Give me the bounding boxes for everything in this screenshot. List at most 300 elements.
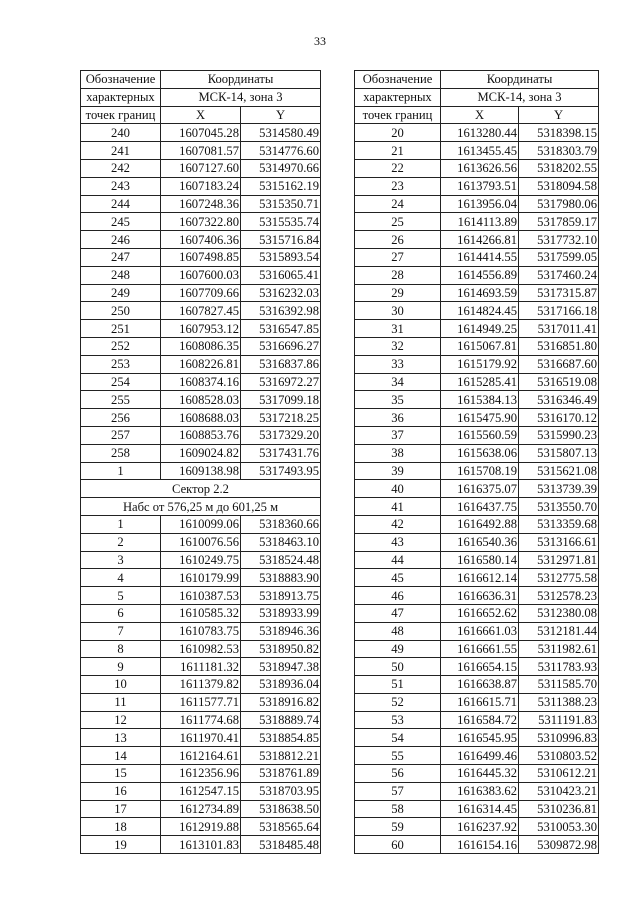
table-row — [81, 409, 321, 427]
height-range: Набс от 576,25 м до 601,25 м — [81, 498, 321, 516]
x-coordinate-cell: 1616314.45 — [441, 800, 519, 818]
x-coordinate-cell: 1607498.85 — [161, 248, 241, 266]
x-coordinate-cell: 1608528.03 — [161, 391, 241, 409]
point-number-cell: 4 — [81, 569, 161, 587]
y-coordinate-cell: 5318936.04 — [241, 676, 321, 694]
point-number-cell: 243 — [81, 177, 161, 195]
x-coordinate-cell: 1616584.72 — [441, 711, 519, 729]
x-coordinate-cell: 1612164.61 — [161, 747, 241, 765]
table-row — [81, 676, 321, 694]
x-coordinate-cell: 1616580.14 — [441, 551, 519, 569]
x-coordinate-cell: 1614266.81 — [441, 231, 519, 249]
y-coordinate-cell: 5318946.36 — [241, 622, 321, 640]
x-coordinate-cell: 1611577.71 — [161, 693, 241, 711]
x-coordinate-cell: 1614949.25 — [441, 320, 519, 338]
y-coordinate-cell: 5318761.89 — [241, 765, 321, 783]
designation-header-line1: Обозначение — [355, 71, 441, 89]
table-row — [81, 266, 321, 284]
table-body-right — [355, 124, 599, 854]
x-coordinate-cell: 1607127.60 — [161, 159, 241, 177]
point-number-cell: 244 — [81, 195, 161, 213]
y-coordinate-cell: 5316972.27 — [241, 373, 321, 391]
x-coordinate-cell: 1613101.83 — [161, 836, 241, 854]
table-row — [355, 533, 599, 551]
table-row — [81, 337, 321, 355]
table-row — [81, 640, 321, 658]
table-row — [355, 159, 599, 177]
designation-header-line2: характерных — [355, 88, 441, 106]
x-coordinate-cell: 1616638.87 — [441, 676, 519, 694]
x-coordinate-cell: 1616540.36 — [441, 533, 519, 551]
x-coordinate-cell: 1610249.75 — [161, 551, 241, 569]
x-coordinate-cell: 1608374.16 — [161, 373, 241, 391]
table-row — [355, 426, 599, 444]
x-column-header: X — [161, 106, 241, 124]
x-coordinate-cell: 1614113.89 — [441, 213, 519, 231]
x-coordinate-cell: 1608226.81 — [161, 355, 241, 373]
point-number-cell: 14 — [81, 747, 161, 765]
y-coordinate-cell: 5311982.61 — [519, 640, 599, 658]
table-row — [355, 124, 599, 142]
y-coordinate-cell: 5312380.08 — [519, 604, 599, 622]
y-coordinate-cell: 5318303.79 — [519, 142, 599, 160]
y-coordinate-cell: 5311191.83 — [519, 711, 599, 729]
y-column-header: Y — [519, 106, 599, 124]
point-number-cell: 54 — [355, 729, 441, 747]
point-number-cell: 21 — [355, 142, 441, 160]
x-coordinate-cell: 1610982.53 — [161, 640, 241, 658]
x-coordinate-cell: 1613793.51 — [441, 177, 519, 195]
table-row — [81, 248, 321, 266]
table-row — [81, 569, 321, 587]
x-coordinate-cell: 1607045.28 — [161, 124, 241, 142]
y-coordinate-cell: 5310236.81 — [519, 800, 599, 818]
point-number-cell: 30 — [355, 302, 441, 320]
x-coordinate-cell: 1607322.80 — [161, 213, 241, 231]
x-coordinate-cell: 1616661.03 — [441, 622, 519, 640]
y-coordinate-cell: 5316232.03 — [241, 284, 321, 302]
point-number-cell: 46 — [355, 587, 441, 605]
x-coordinate-cell: 1616375.07 — [441, 480, 519, 498]
x-coordinate-cell: 1607600.03 — [161, 266, 241, 284]
point-number-cell: 55 — [355, 747, 441, 765]
x-coordinate-cell: 1616652.62 — [441, 604, 519, 622]
point-number-cell: 60 — [355, 836, 441, 854]
point-number-cell: 1 — [81, 462, 161, 480]
y-coordinate-cell: 5317980.06 — [519, 195, 599, 213]
point-number-cell: 18 — [81, 818, 161, 836]
designation-header-line3: точек границ — [81, 106, 161, 124]
x-coordinate-cell: 1616654.15 — [441, 658, 519, 676]
point-number-cell: 48 — [355, 622, 441, 640]
y-coordinate-cell: 5318854.85 — [241, 729, 321, 747]
point-number-cell: 44 — [355, 551, 441, 569]
x-coordinate-cell: 1616612.14 — [441, 569, 519, 587]
x-coordinate-cell: 1616445.32 — [441, 765, 519, 783]
point-number-cell: 12 — [81, 711, 161, 729]
x-coordinate-cell: 1615285.41 — [441, 373, 519, 391]
x-coordinate-cell: 1610783.75 — [161, 622, 241, 640]
point-number-cell: 253 — [81, 355, 161, 373]
point-number-cell: 32 — [355, 337, 441, 355]
y-coordinate-cell: 5313550.70 — [519, 498, 599, 516]
table-row — [355, 355, 599, 373]
table-row — [355, 569, 599, 587]
point-number-cell: 245 — [81, 213, 161, 231]
y-coordinate-cell: 5312775.58 — [519, 569, 599, 587]
y-coordinate-cell: 5318812.21 — [241, 747, 321, 765]
table-row — [355, 604, 599, 622]
y-coordinate-cell: 5315990.23 — [519, 426, 599, 444]
point-number-cell: 8 — [81, 640, 161, 658]
point-number-cell: 56 — [355, 765, 441, 783]
point-number-cell: 11 — [81, 693, 161, 711]
table-row — [355, 818, 599, 836]
y-coordinate-cell: 5318094.58 — [519, 177, 599, 195]
y-coordinate-cell: 5312181.44 — [519, 622, 599, 640]
y-column-header: Y — [241, 106, 321, 124]
y-coordinate-cell: 5318202.55 — [519, 159, 599, 177]
point-number-cell: 257 — [81, 426, 161, 444]
y-coordinate-cell: 5316065.41 — [241, 266, 321, 284]
y-coordinate-cell: 5316851.80 — [519, 337, 599, 355]
table-row — [355, 498, 599, 516]
table-row — [81, 373, 321, 391]
x-coordinate-cell: 1614693.59 — [441, 284, 519, 302]
y-coordinate-cell: 5311585.70 — [519, 676, 599, 694]
y-coordinate-cell: 5318485.48 — [241, 836, 321, 854]
table-row — [355, 444, 599, 462]
y-coordinate-cell: 5309872.98 — [519, 836, 599, 854]
point-number-cell: 5 — [81, 587, 161, 605]
y-coordinate-cell: 5316170.12 — [519, 409, 599, 427]
point-number-cell: 43 — [355, 533, 441, 551]
point-number-cell: 23 — [355, 177, 441, 195]
x-coordinate-cell: 1616499.46 — [441, 747, 519, 765]
point-number-cell: 39 — [355, 462, 441, 480]
y-coordinate-cell: 5314776.60 — [241, 142, 321, 160]
point-number-cell: 1 — [81, 515, 161, 533]
x-coordinate-cell: 1607827.45 — [161, 302, 241, 320]
point-number-cell: 9 — [81, 658, 161, 676]
x-coordinate-cell: 1616545.95 — [441, 729, 519, 747]
table-row — [355, 676, 599, 694]
table-row — [81, 213, 321, 231]
x-coordinate-cell: 1615708.19 — [441, 462, 519, 480]
x-coordinate-cell: 1609024.82 — [161, 444, 241, 462]
point-number-cell: 252 — [81, 337, 161, 355]
point-number-cell: 249 — [81, 284, 161, 302]
table-row — [81, 765, 321, 783]
point-number-cell: 258 — [81, 444, 161, 462]
point-number-cell: 15 — [81, 765, 161, 783]
point-number-cell: 50 — [355, 658, 441, 676]
table-row — [355, 302, 599, 320]
coordinates-header-line1: Координаты — [441, 71, 599, 89]
x-coordinate-cell: 1616661.55 — [441, 640, 519, 658]
table-row — [81, 729, 321, 747]
y-coordinate-cell: 5310053.30 — [519, 818, 599, 836]
y-coordinate-cell: 5315350.71 — [241, 195, 321, 213]
point-number-cell: 26 — [355, 231, 441, 249]
y-coordinate-cell: 5311783.93 — [519, 658, 599, 676]
y-coordinate-cell: 5317732.10 — [519, 231, 599, 249]
table-row — [355, 231, 599, 249]
table-row — [81, 462, 321, 480]
point-number-cell: 34 — [355, 373, 441, 391]
sector-title: Сектор 2.2 — [81, 480, 321, 498]
x-coordinate-cell: 1616383.62 — [441, 782, 519, 800]
point-number-cell: 38 — [355, 444, 441, 462]
x-coordinate-cell: 1607183.24 — [161, 177, 241, 195]
x-coordinate-cell: 1616437.75 — [441, 498, 519, 516]
y-coordinate-cell: 5314970.66 — [241, 159, 321, 177]
table-row — [355, 782, 599, 800]
point-number-cell: 51 — [355, 676, 441, 694]
table-row — [81, 800, 321, 818]
designation-header-line3: точек границ — [355, 106, 441, 124]
table-row — [81, 533, 321, 551]
table-row — [355, 462, 599, 480]
table-row — [81, 818, 321, 836]
y-coordinate-cell: 5318638.50 — [241, 800, 321, 818]
table-row — [355, 765, 599, 783]
table-row — [355, 142, 599, 160]
y-coordinate-cell: 5313739.39 — [519, 480, 599, 498]
x-coordinate-cell: 1613280.44 — [441, 124, 519, 142]
y-coordinate-cell: 5317460.24 — [519, 266, 599, 284]
y-coordinate-cell: 5318950.82 — [241, 640, 321, 658]
coordinates-table-right — [354, 70, 599, 854]
y-coordinate-cell: 5318933.99 — [241, 604, 321, 622]
table-row — [81, 320, 321, 338]
point-number-cell: 255 — [81, 391, 161, 409]
x-coordinate-cell: 1607081.57 — [161, 142, 241, 160]
y-coordinate-cell: 5318360.66 — [241, 515, 321, 533]
y-coordinate-cell: 5317099.18 — [241, 391, 321, 409]
point-number-cell: 59 — [355, 818, 441, 836]
x-coordinate-cell: 1611774.68 — [161, 711, 241, 729]
x-coordinate-cell: 1615475.90 — [441, 409, 519, 427]
coordinates-header-line1: Координаты — [161, 71, 321, 89]
y-coordinate-cell: 5312578.23 — [519, 587, 599, 605]
point-number-cell: 24 — [355, 195, 441, 213]
y-coordinate-cell: 5318398.15 — [519, 124, 599, 142]
y-coordinate-cell: 5313359.68 — [519, 515, 599, 533]
table-row — [81, 587, 321, 605]
designation-header-line2: характерных — [81, 88, 161, 106]
y-coordinate-cell: 5315535.74 — [241, 213, 321, 231]
x-coordinate-cell: 1614824.45 — [441, 302, 519, 320]
table-row — [81, 302, 321, 320]
x-coordinate-cell: 1608086.35 — [161, 337, 241, 355]
point-number-cell: 36 — [355, 409, 441, 427]
table-row — [355, 622, 599, 640]
table-row — [81, 782, 321, 800]
x-coordinate-cell: 1611970.41 — [161, 729, 241, 747]
table-row — [81, 747, 321, 765]
table-row — [81, 836, 321, 854]
table-row — [355, 373, 599, 391]
table-row — [355, 747, 599, 765]
table-row — [355, 337, 599, 355]
table-row — [355, 693, 599, 711]
table-row — [355, 213, 599, 231]
coordinates-table-left — [80, 70, 321, 854]
table-row — [81, 515, 321, 533]
y-coordinate-cell: 5318703.95 — [241, 782, 321, 800]
point-number-cell: 35 — [355, 391, 441, 409]
x-coordinate-cell: 1616154.16 — [441, 836, 519, 854]
table-row — [355, 640, 599, 658]
point-number-cell: 240 — [81, 124, 161, 142]
x-coordinate-cell: 1612547.15 — [161, 782, 241, 800]
y-coordinate-cell: 5314580.49 — [241, 124, 321, 142]
y-coordinate-cell: 5318565.64 — [241, 818, 321, 836]
y-coordinate-cell: 5310423.21 — [519, 782, 599, 800]
x-coordinate-cell: 1615384.13 — [441, 391, 519, 409]
x-coordinate-cell: 1614414.55 — [441, 248, 519, 266]
point-number-cell: 242 — [81, 159, 161, 177]
y-coordinate-cell: 5317493.95 — [241, 462, 321, 480]
x-coordinate-cell: 1610099.06 — [161, 515, 241, 533]
point-number-cell: 256 — [81, 409, 161, 427]
y-coordinate-cell: 5315807.13 — [519, 444, 599, 462]
point-number-cell: 2 — [81, 533, 161, 551]
designation-header-line1: Обозначение — [81, 71, 161, 89]
point-number-cell: 57 — [355, 782, 441, 800]
y-coordinate-cell: 5316696.27 — [241, 337, 321, 355]
y-coordinate-cell: 5318916.82 — [241, 693, 321, 711]
point-number-cell: 13 — [81, 729, 161, 747]
y-coordinate-cell: 5311388.23 — [519, 693, 599, 711]
y-coordinate-cell: 5310996.83 — [519, 729, 599, 747]
table-row — [81, 622, 321, 640]
point-number-cell: 241 — [81, 142, 161, 160]
x-coordinate-cell: 1612919.88 — [161, 818, 241, 836]
y-coordinate-cell: 5318889.74 — [241, 711, 321, 729]
coordinates-header-line2: МСК-14, зона 3 — [441, 88, 599, 106]
point-number-cell: 28 — [355, 266, 441, 284]
y-coordinate-cell: 5316687.60 — [519, 355, 599, 373]
y-coordinate-cell: 5316837.86 — [241, 355, 321, 373]
y-coordinate-cell: 5310803.52 — [519, 747, 599, 765]
point-number-cell: 47 — [355, 604, 441, 622]
y-coordinate-cell: 5317329.20 — [241, 426, 321, 444]
point-number-cell: 31 — [355, 320, 441, 338]
point-number-cell: 20 — [355, 124, 441, 142]
y-coordinate-cell: 5313166.61 — [519, 533, 599, 551]
table-body-left-b — [81, 515, 321, 853]
point-number-cell: 254 — [81, 373, 161, 391]
table-row — [355, 836, 599, 854]
x-coordinate-cell: 1612734.89 — [161, 800, 241, 818]
y-coordinate-cell: 5317166.18 — [519, 302, 599, 320]
y-coordinate-cell: 5316346.49 — [519, 391, 599, 409]
y-coordinate-cell: 5318463.10 — [241, 533, 321, 551]
table-row — [355, 409, 599, 427]
table-row — [81, 159, 321, 177]
point-number-cell: 25 — [355, 213, 441, 231]
x-coordinate-cell: 1613956.04 — [441, 195, 519, 213]
table-row — [355, 266, 599, 284]
table-row — [81, 177, 321, 195]
y-coordinate-cell: 5316547.85 — [241, 320, 321, 338]
x-coordinate-cell: 1608688.03 — [161, 409, 241, 427]
table-row — [81, 604, 321, 622]
point-number-cell: 19 — [81, 836, 161, 854]
x-coordinate-cell: 1615560.59 — [441, 426, 519, 444]
table-row — [81, 426, 321, 444]
x-coordinate-cell: 1615179.92 — [441, 355, 519, 373]
table-row — [355, 658, 599, 676]
point-number-cell: 53 — [355, 711, 441, 729]
point-number-cell: 16 — [81, 782, 161, 800]
x-coordinate-cell: 1613455.45 — [441, 142, 519, 160]
x-coordinate-cell: 1616615.71 — [441, 693, 519, 711]
point-number-cell: 40 — [355, 480, 441, 498]
table-row — [81, 231, 321, 249]
table-row — [81, 444, 321, 462]
point-number-cell: 41 — [355, 498, 441, 516]
x-coordinate-cell: 1610387.53 — [161, 587, 241, 605]
x-coordinate-cell: 1611379.82 — [161, 676, 241, 694]
point-number-cell: 58 — [355, 800, 441, 818]
point-number-cell: 22 — [355, 159, 441, 177]
point-number-cell: 33 — [355, 355, 441, 373]
x-coordinate-cell: 1612356.96 — [161, 765, 241, 783]
table-row — [355, 515, 599, 533]
table-row — [81, 693, 321, 711]
table-row — [81, 391, 321, 409]
point-number-cell: 45 — [355, 569, 441, 587]
x-coordinate-cell: 1616636.31 — [441, 587, 519, 605]
point-number-cell: 37 — [355, 426, 441, 444]
table-row — [355, 248, 599, 266]
point-number-cell: 247 — [81, 248, 161, 266]
point-number-cell: 248 — [81, 266, 161, 284]
table-row — [81, 142, 321, 160]
table-row — [355, 195, 599, 213]
y-coordinate-cell: 5317859.17 — [519, 213, 599, 231]
table-row — [355, 800, 599, 818]
y-coordinate-cell: 5316392.98 — [241, 302, 321, 320]
table-row — [81, 195, 321, 213]
y-coordinate-cell: 5318913.75 — [241, 587, 321, 605]
point-number-cell: 27 — [355, 248, 441, 266]
table-row — [81, 658, 321, 676]
point-number-cell: 251 — [81, 320, 161, 338]
y-coordinate-cell: 5318947.38 — [241, 658, 321, 676]
table-body-left-a — [81, 124, 321, 480]
x-coordinate-cell: 1610179.99 — [161, 569, 241, 587]
point-number-cell: 17 — [81, 800, 161, 818]
table-row — [355, 551, 599, 569]
y-coordinate-cell: 5315893.54 — [241, 248, 321, 266]
x-coordinate-cell: 1609138.98 — [161, 462, 241, 480]
y-coordinate-cell: 5318524.48 — [241, 551, 321, 569]
table-row — [81, 355, 321, 373]
x-coordinate-cell: 1616237.92 — [441, 818, 519, 836]
point-number-cell: 42 — [355, 515, 441, 533]
table-row — [355, 320, 599, 338]
point-number-cell: 246 — [81, 231, 161, 249]
y-coordinate-cell: 5318883.90 — [241, 569, 321, 587]
x-column-header: X — [441, 106, 519, 124]
point-number-cell: 250 — [81, 302, 161, 320]
point-number-cell: 10 — [81, 676, 161, 694]
x-coordinate-cell: 1610076.56 — [161, 533, 241, 551]
